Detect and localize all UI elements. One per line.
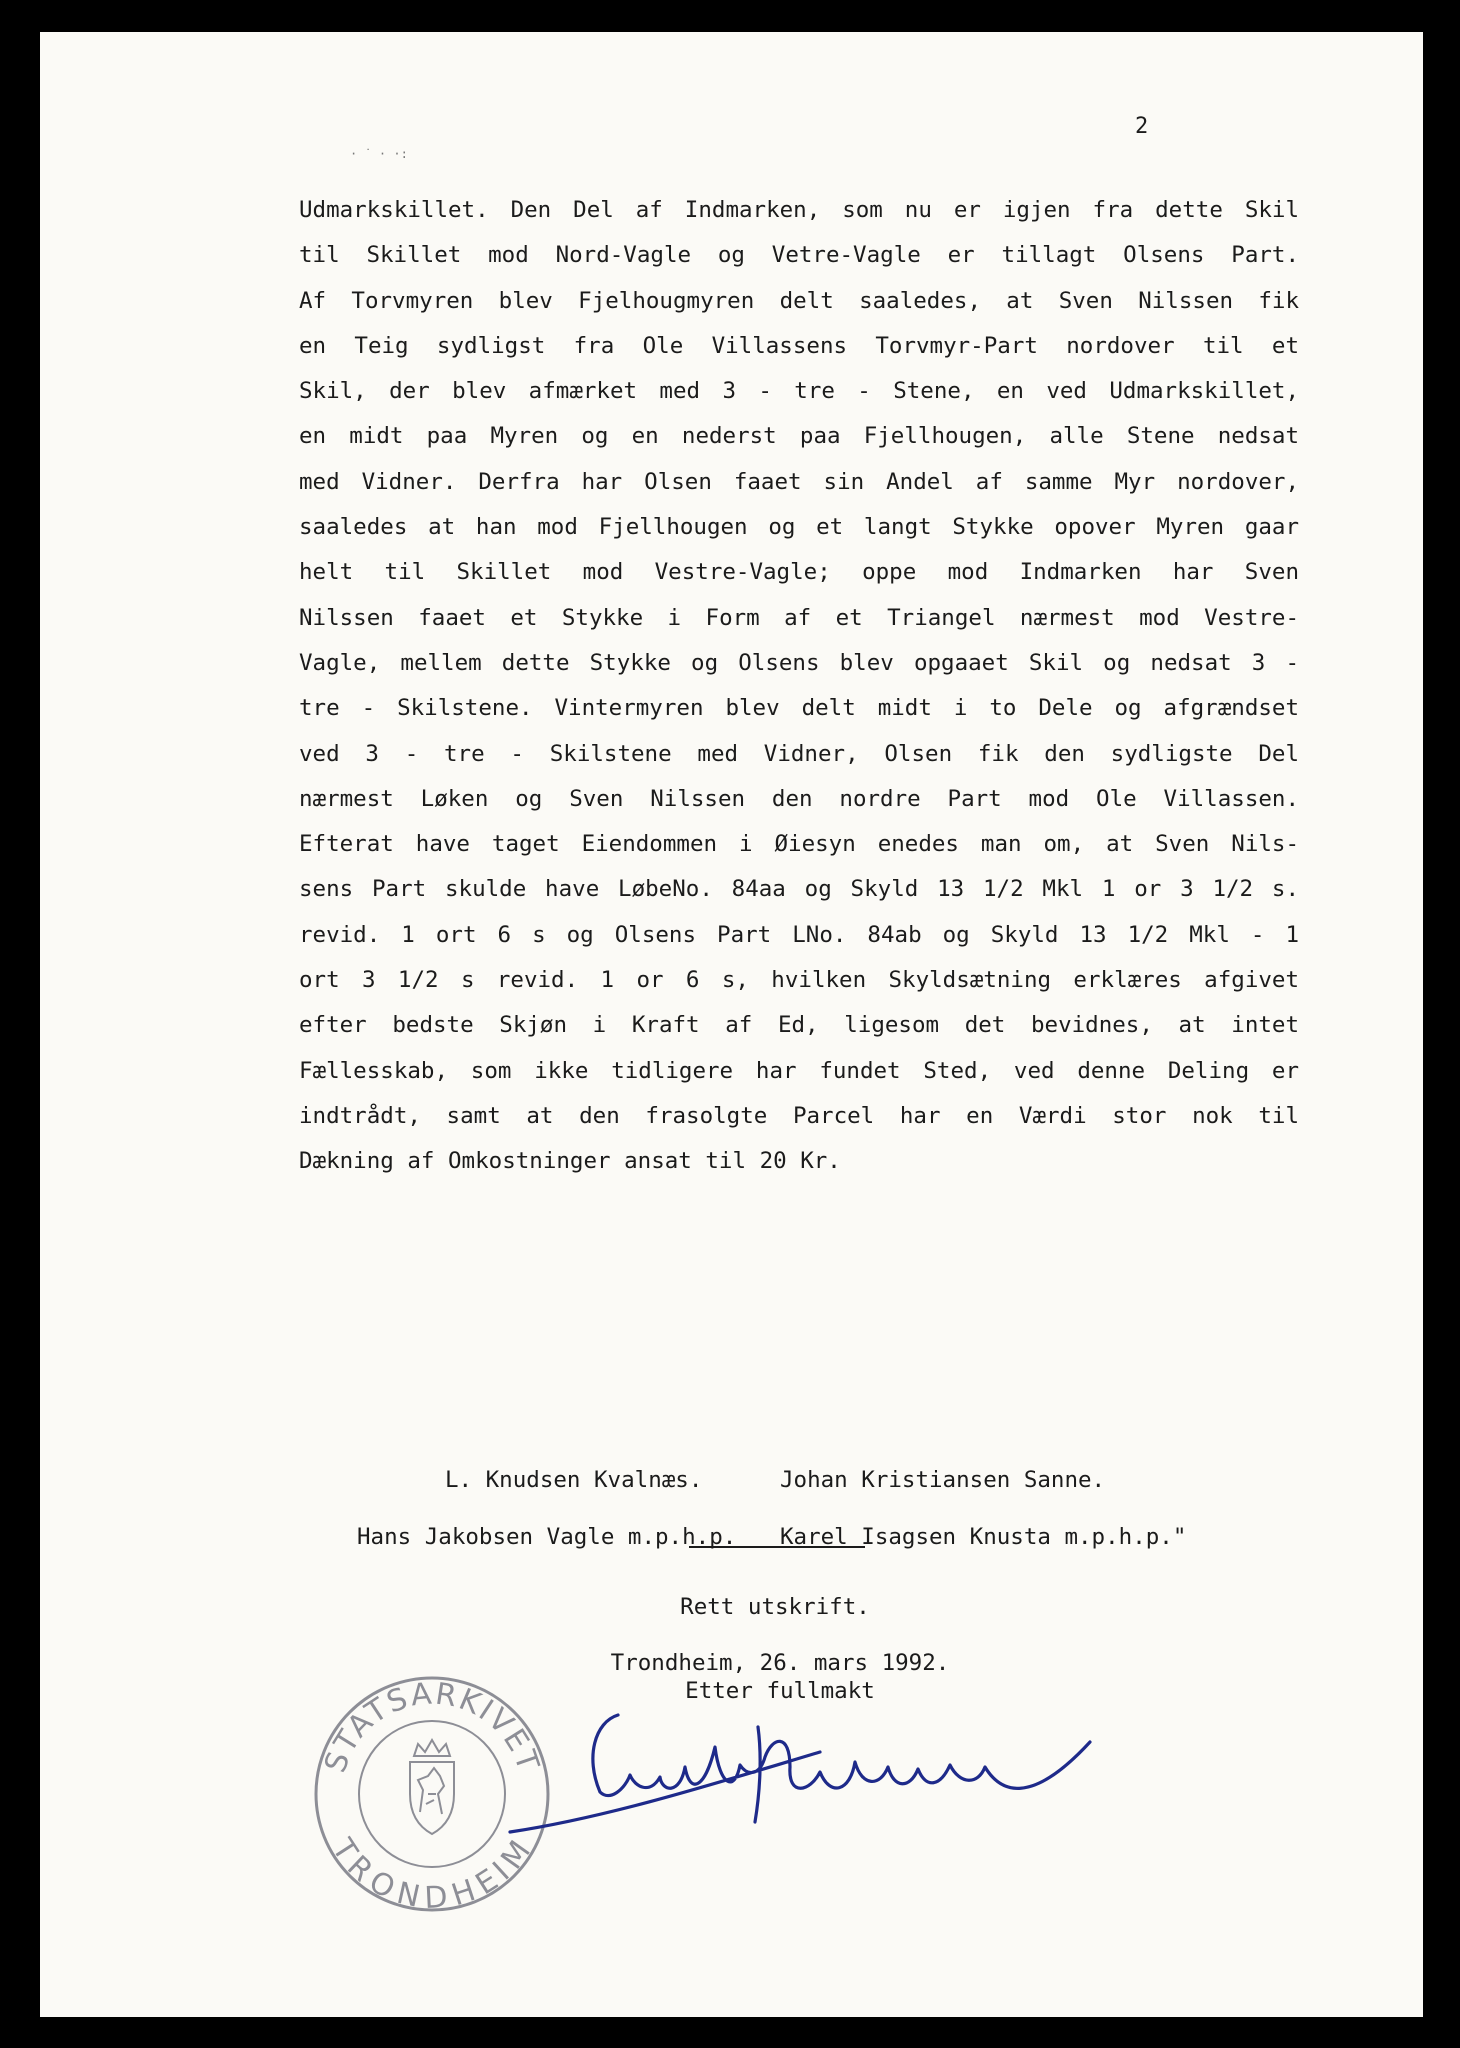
- page-number: 2: [1135, 114, 1149, 139]
- body-line: efter bedste Skjøn i Kraft af Ed, ligesom det bevidnes, at intet: [299, 1012, 1299, 1039]
- handwritten-signature: [490, 1697, 1110, 1847]
- body-line: Udmarkskillet. Den Del af Indmarken, som nu er igjen fra dette Skil: [299, 197, 1299, 223]
- body-text: [299, 188, 1299, 1185]
- signatory-name: Hans Jakobsen Vagle m.p.h.p.: [357, 1524, 737, 1550]
- signatory-name: Johan Kristiansen Sanne.: [780, 1467, 1106, 1493]
- scan-specks: · ˙ · ·:: [350, 147, 408, 161]
- body-line: nærmest Løken og Sven Nilssen den nordre Part mod Ole Villassen.: [299, 785, 1299, 812]
- body-line: ort 3 1/2 s revid. 1 or 6 s, hvilken Skyldsætning erklæres afgivet: [299, 967, 1299, 994]
- body-line: tre - Skilstene. Vintermyren blev delt midt i to Dele og afgrændset: [299, 695, 1299, 722]
- body-line: saaledes at han mod Fjellhougen og et langt Stykke opover Myren gaar: [299, 514, 1299, 541]
- body-line: Dækning af Omkostninger ansat til 20 Kr.: [299, 1148, 841, 1175]
- document-page: [40, 32, 1423, 2017]
- body-line: Fællesskab, som ikke tidligere har fundet Sted, ved denne Deling er: [299, 1057, 1299, 1084]
- body-line: helt til Skillet mod Vestre-Vagle; oppe mod Indmarken har Sven: [299, 559, 1299, 586]
- signatory-name: Karel Isagsen Knusta m.p.h.p.": [780, 1524, 1187, 1550]
- body-line: en Teig sydligst fra Ole Villassens Torvmyr-Part nordover til et: [299, 332, 1299, 359]
- body-line: med Vidner. Derfra har Olsen faaet sin Andel af samme Myr nordover,: [299, 468, 1299, 495]
- body-line: indtrådt, samt at den frasolgte Parcel har en Værdi stor nok til: [299, 1102, 1299, 1129]
- body-line: sens Part skulde have LøbeNo. 84aa og Skyld 13 1/2 Mkl 1 or 3 1/2 s.: [299, 876, 1299, 903]
- body-line: Nilssen faaet et Stykke i Form af et Triangel nærmest mod Vestre-: [299, 604, 1299, 631]
- separator-rule: [689, 1546, 865, 1548]
- stamp-top-text: STATSARKIVET: [318, 1676, 546, 1777]
- body-line: revid. 1 ort 6 s og Olsens Part LNo. 84ab og Skyld 13 1/2 Mkl - 1: [299, 921, 1299, 948]
- body-line: til Skillet mod Nord-Vagle og Vetre-Vagle er tillagt Olsens Part.: [299, 242, 1299, 269]
- place-date: Trondheim, 26. mars 1992.: [610, 1650, 950, 1676]
- body-line: ved 3 - tre - Skilstene med Vidner, Olsen fik den sydligste Del: [299, 740, 1299, 767]
- signatory-name: L. Knudsen Kvalnæs.: [445, 1467, 703, 1493]
- certification-text: Rett utskrift.: [680, 1594, 870, 1620]
- stamp-bottom-text: TRONDHEIM: [324, 1832, 540, 1916]
- body-line: Af Torvmyren blev Fjelhougmyren delt saaledes, at Sven Nilssen fik: [299, 287, 1299, 314]
- body-line: en midt paa Myren og en nederst paa Fjellhougen, alle Stene nedsat: [299, 423, 1299, 450]
- coat-of-arms-icon: [410, 1740, 454, 1834]
- authority-line: Etter fullmakt: [685, 1678, 875, 1704]
- body-line: Skil, der blev afmærket med 3 - tre - Stene, en ved Udmarkskillet,: [299, 378, 1299, 405]
- body-line: Efterat have taget Eiendommen i Øiesyn enedes man om, at Sven Nils-: [299, 831, 1299, 858]
- body-line: Vagle, mellem dette Stykke og Olsens blev opgaaet Skil og nedsat 3 -: [299, 649, 1299, 676]
